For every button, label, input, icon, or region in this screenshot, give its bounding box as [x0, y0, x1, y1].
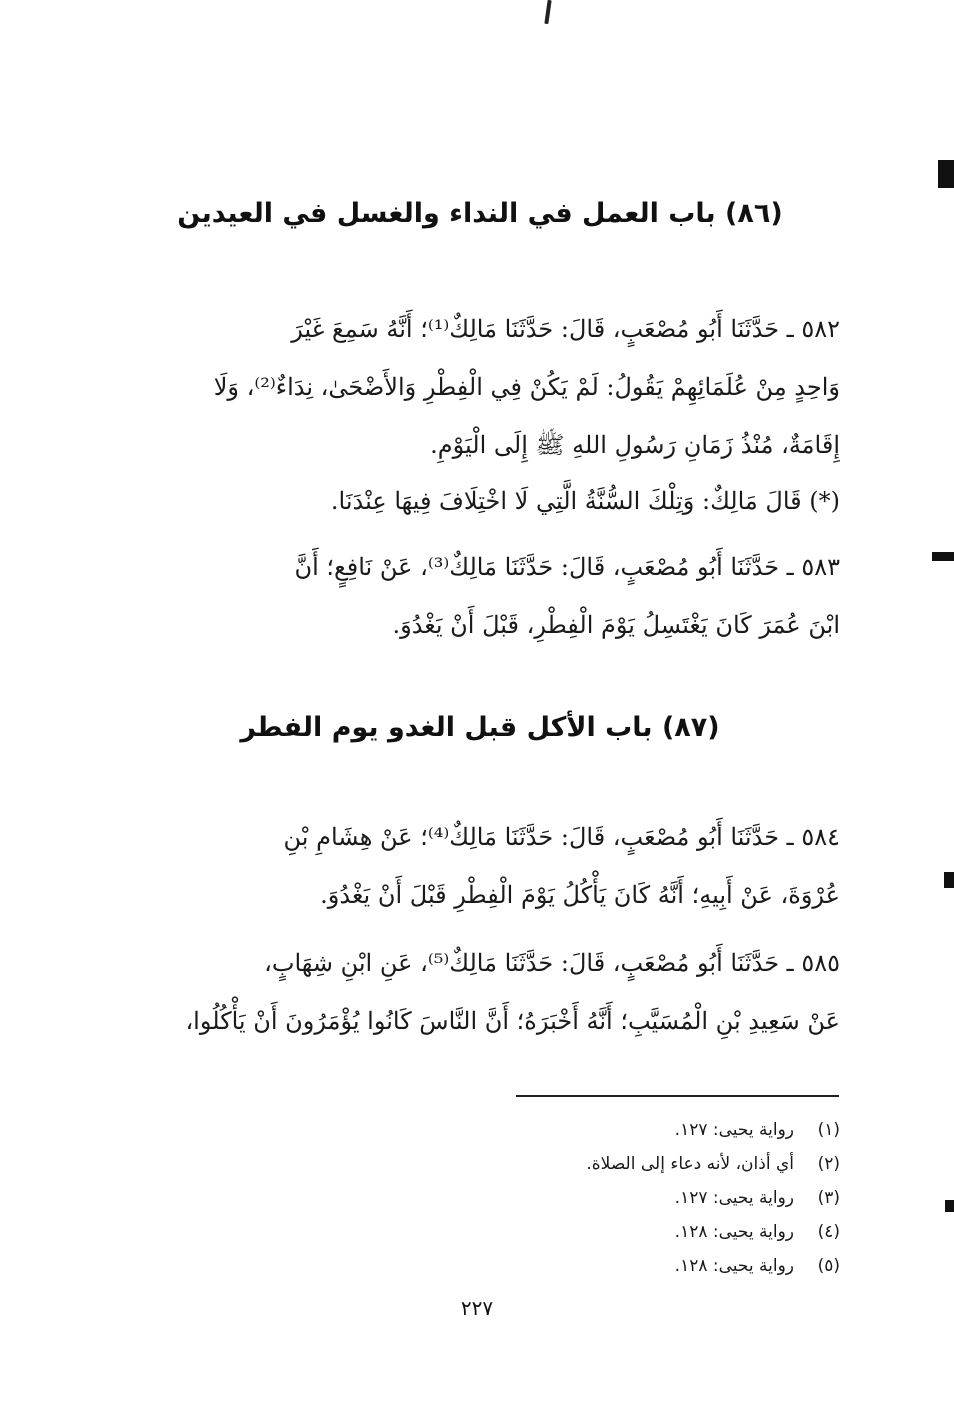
- scan-mark-edge: [932, 552, 954, 561]
- scan-mark-edge: [944, 872, 954, 888]
- footnote-number: (٢): [817, 1154, 840, 1174]
- footnote-text: رواية يحيى: ١٢٧.: [674, 1120, 794, 1140]
- footnote-text: رواية يحيى: ١٢٨.: [674, 1222, 794, 1242]
- chapter-heading-86: (٨٦) باب العمل في النداء والغسل في العيدين: [177, 198, 783, 229]
- footnotes: [430, 1113, 840, 1283]
- footnote: [430, 1181, 840, 1215]
- text-line: (*) قَالَ مَالِكٌ: وَتِلْكَ السُّنَّةُ الَّتِي لَا اخْتِلَافَ فِيهَا عِنْدَنَا.: [330, 487, 840, 515]
- footnote: [430, 1215, 840, 1249]
- text-line: عُرْوَةَ، عَنْ أَبِيهِ؛ أَنَّهُ كَانَ يَأْكُلُ يَوْمَ الْفِطْرِ قَبْلَ أَنْ يَغْدُوَ.: [320, 881, 840, 909]
- chapter-heading-87: (٨٧) باب الأكل قبل الغدو يوم الفطر: [240, 712, 720, 743]
- text-line: عَنْ سَعِيدِ بْنِ الْمُسَيَّبِ؛ أَنَّهُ أَخْبَرَهُ؛ أَنَّ النَّاسَ كَانُوا يُؤْمَرُونَ أَنْ يَأْكُلُوا،: [185, 1007, 840, 1035]
- text-line: ٥٨٢ ـ حَدَّثَنَا أَبُو مُصْعَبٍ، قَالَ: حَدَّثَنَا مَالِكٌ⁽¹⁾؛ أَنَّهُ سَمِعَ غَيْرَ: [291, 315, 840, 343]
- scan-mark-edge: [938, 160, 954, 188]
- scan-mark-top: [544, 0, 551, 24]
- footnote-number: (٤): [817, 1222, 840, 1242]
- text-line: ٥٨٤ ـ حَدَّثَنَا أَبُو مُصْعَبٍ، قَالَ: حَدَّثَنَا مَالِكٌ⁽⁴⁾؛ عَنْ هِشَامِ بْنِ: [283, 823, 840, 851]
- footnote-number: (١): [817, 1120, 840, 1140]
- text-line: ٥٨٥ ـ حَدَّثَنَا أَبُو مُصْعَبٍ، قَالَ: حَدَّثَنَا مَالِكٌ⁽⁵⁾، عَنِ ابْنِ شِهَابٍ،: [264, 949, 840, 977]
- scan-mark-edge: [945, 1200, 954, 1212]
- footnote-text: رواية يحيى: ١٢٨.: [674, 1256, 794, 1276]
- footnote: [430, 1113, 840, 1147]
- hadith-582: [135, 300, 840, 474]
- text-line: ٥٨٣ ـ حَدَّثَنَا أَبُو مُصْعَبٍ، قَالَ: حَدَّثَنَا مَالِكٌ⁽³⁾، عَنْ نَافِعٍ؛ أَنَّ: [294, 553, 840, 581]
- text-line: وَاحِدٍ مِنْ عُلَمَائِهِمْ يَقُولُ: لَمْ يَكُنْ فِي الْفِطْرِ وَالأَضْحَىٰ، نِدَاءٌ⁽²⁾، وَلَا: [213, 373, 840, 401]
- text-line: ابْنَ عُمَرَ كَانَ يَغْتَسِلُ يَوْمَ الْفِطْرِ، قَبْلَ أَنْ يَغْدُوَ.: [392, 611, 840, 639]
- footnote-number: (٥): [817, 1256, 840, 1276]
- hadith-584: [135, 808, 840, 924]
- footnote: [430, 1147, 840, 1181]
- footnote-text: رواية يحيى: ١٢٧.: [674, 1188, 794, 1208]
- malik-note: [135, 472, 840, 530]
- page-number: ٢٢٧: [460, 1296, 494, 1320]
- footnote-number: (٣): [817, 1188, 840, 1208]
- footnote: [430, 1249, 840, 1283]
- hadith-583: [135, 538, 840, 654]
- footnote-separator: [516, 1095, 839, 1097]
- footnote-text: أي أذان، لأنه دعاء إلى الصلاة.: [586, 1154, 794, 1174]
- hadith-585: [135, 934, 840, 1050]
- text-line: إِقَامَةٌ، مُنْذُ زَمَانِ رَسُولِ اللهِ ﷺ إِلَى الْيَوْمِ.: [430, 431, 840, 459]
